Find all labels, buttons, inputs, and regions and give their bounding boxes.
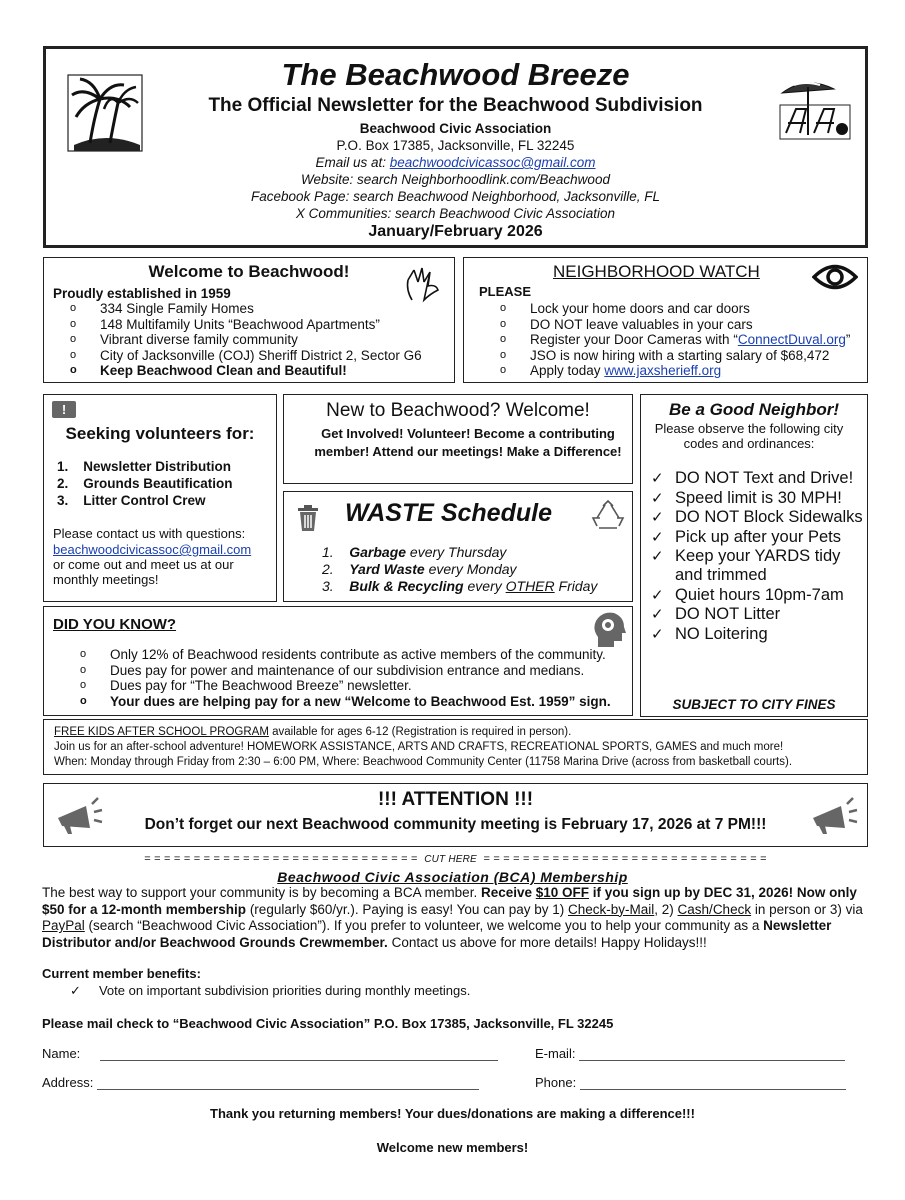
neighbor-intro: Please observe the following city codes and ordinances: <box>654 421 844 451</box>
list-item: o Dues pay for “The Beachwood Breeze” newsletter. <box>54 678 629 694</box>
website-line: Website: search Neighborhoodlink.com/Beachwood <box>301 172 610 187</box>
waving-hand-icon <box>402 264 442 304</box>
text: Receive <box>480 885 536 900</box>
address-label: Address: <box>42 1075 94 1090</box>
org-name: Beachwood Civic Association <box>359 121 552 136</box>
kids-line3: When: Monday through Friday from 2:30 – 6:00 PM, Where: Beachwood Community Center (11758 Marina Drive (across from basketball courts). <box>54 756 793 768</box>
list-item: ✓ DO NOT Text and Drive! <box>647 469 863 488</box>
neighbor-list <box>647 469 863 644</box>
phone-label: Phone: <box>535 1075 577 1090</box>
recycle-icon <box>591 500 625 532</box>
alert-icon: ! <box>52 401 76 418</box>
volunteer-label: Newsletter Distribution <box>83 459 232 474</box>
facebook-line: Facebook Page: search Beachwood Neighborhood, Jacksonville, FL <box>251 189 660 204</box>
welcome-list <box>44 301 449 379</box>
newto-body: Get Involved! Volunteer! Become a contributing member! Attend our meetings! Make a Difference! <box>314 426 622 459</box>
membership-title: Beachwood Civic Association (BCA) Membership <box>277 869 628 885</box>
text: if you sign up by DEC 31, 2026! Now only $50 for a 12-month membership <box>42 885 857 917</box>
watch-list <box>474 301 869 379</box>
waste-when-other: OTHER <box>505 578 555 594</box>
issue-date: January/February 2026 <box>368 223 543 240</box>
kids-heading-line <box>54 726 571 738</box>
paypal-link[interactable]: PayPal <box>42 918 85 933</box>
email-field[interactable] <box>535 1046 845 1061</box>
x-line: X Communities: search Beachwood Civic Association <box>295 206 616 221</box>
register-close: ” <box>845 332 851 347</box>
discount: $10 OFF <box>535 885 590 900</box>
list-item: o 334 Single Family Homes <box>44 301 449 317</box>
kids-program-box <box>43 719 868 775</box>
list-item: o JSO is now hiring with a starting salary of $68,472 <box>474 348 869 364</box>
cut-dashes: = = = = = = = = = = = = = = = = = = = = = = = = = = = = = <box>483 853 767 865</box>
list-item: o City of Jacksonville (COJ) Sheriff District 2, Sector G6 <box>44 348 449 364</box>
cut-dashes: = = = = = = = = = = = = = = = = = = = = = = = = = = = = <box>144 853 418 865</box>
waste-label: Bulk & Recycling <box>349 578 464 594</box>
list-item: ✓ Speed limit is 30 MPH! <box>647 489 863 508</box>
kids-heading-rest: available for ages 6-12 (Registration is required in person). <box>268 726 572 738</box>
city-fines: SUBJECT TO CITY FINES <box>672 697 836 712</box>
neighbor-title: Be a Good Neighbor! <box>669 400 839 419</box>
text: Newsletter Distributor and/or Beachwood Grounds Crewmember. <box>42 918 832 950</box>
neighborhood-watch-box <box>463 257 868 383</box>
volunteers-title: Seeking volunteers for: <box>65 424 255 443</box>
welcome-title: Welcome to Beachwood! <box>148 262 350 281</box>
waste-item: 2. Yard Waste every Monday <box>322 561 517 577</box>
text: The best way to support your community is by becoming a BCA member. <box>42 885 481 900</box>
volunteer-label: Litter Control Crew <box>83 493 206 508</box>
list-item: o Your dues are helping pay for a new “Welcome to Beachwood Est. 1959” sign. <box>54 694 629 710</box>
email-link[interactable]: beachwoodcivicassoc@gmail.com <box>389 155 596 170</box>
text: Check-by-Mail <box>568 901 655 917</box>
list-item <box>474 332 869 348</box>
watch-title: NEIGHBORHOOD WATCH <box>553 262 760 281</box>
text: (search “Beachwood Civic Association”). If you prefer to volunteer, we welcome you to help your community as a <box>84 918 764 933</box>
waste-label: Garbage <box>349 544 407 560</box>
list-item <box>474 363 869 379</box>
list-item: o Lock your home doors and car doors <box>474 301 869 317</box>
phone-field[interactable] <box>535 1075 846 1090</box>
did-you-know-box <box>43 606 633 716</box>
waste-schedule-box <box>283 491 633 602</box>
brain-gear-icon <box>592 611 626 649</box>
attention-box <box>43 783 868 847</box>
text: in person or 3) via <box>751 901 863 917</box>
waste-label: Yard Waste <box>349 561 425 577</box>
volunteer-label: Grounds Beautification <box>83 476 233 491</box>
list-item: ✓ DO NOT Block Sidewalks <box>647 508 863 527</box>
kids-line2: Join us for an after-school adventure! HOMEWORK ASSISTANCE, ARTS AND CRAFTS, RECREATIONAL SPORTS, GAMES and much more! <box>54 741 784 753</box>
benefit-item: ✓ Vote on important subdivision priorities during monthly meetings. <box>70 983 471 998</box>
attention-title: !!! ATTENTION !!! <box>377 789 534 810</box>
mail-instructions: Please mail check to “Beachwood Civic Association” P.O. Box 17385, Jacksonville, FL 32245 <box>42 1016 614 1031</box>
list-item: ✓ NO Loitering <box>647 625 863 644</box>
benefits-title: Current member benefits: <box>42 966 201 981</box>
list-item: o 148 Multifamily Units “Beachwood Apartments” <box>44 317 449 333</box>
beach-chairs-icon <box>776 75 854 145</box>
list-item: ✓ DO NOT Litter <box>647 605 863 624</box>
list-item: ✓ Pick up after your Pets <box>647 528 863 547</box>
header-box <box>43 46 868 248</box>
membership-paragraph <box>42 885 867 951</box>
waste-item: 3. Bulk & Recycling every OTHER Friday <box>322 578 598 594</box>
list-item: o Vibrant diverse family community <box>44 332 449 348</box>
list-item: o Keep Beachwood Clean and Beautiful! <box>44 363 449 379</box>
trash-can-icon <box>296 504 320 532</box>
eye-icon <box>812 262 858 292</box>
volunteer-item: 2. Grounds Beautification <box>57 476 233 491</box>
apply-text: Apply today <box>530 363 605 378</box>
text: Cash/Check <box>677 901 752 917</box>
volunteer-item: 1. Newsletter Distribution <box>57 459 232 474</box>
waste-when: every Thursday <box>406 544 507 560</box>
email-label: Email us at: <box>315 155 386 170</box>
volunteers-box <box>43 394 277 602</box>
name-field[interactable] <box>42 1046 498 1061</box>
welcome-box <box>43 257 455 383</box>
newto-title: New to Beachwood? Welcome! <box>326 400 590 421</box>
address-line[interactable] <box>97 1075 479 1090</box>
contact-text: Please contact us with questions: <box>53 526 246 541</box>
waste-when-day: Friday <box>554 578 598 594</box>
list-item: o Only 12% of Beachwood residents contribute as active members of the community. <box>54 647 629 663</box>
newsletter-subtitle: The Official Newsletter for the Beachwood Subdivision <box>208 95 703 116</box>
waste-title: WASTE Schedule <box>345 499 552 527</box>
list-item: o DO NOT leave valuables in your cars <box>474 317 869 333</box>
register-text: Register your Door Cameras with “ <box>530 332 738 347</box>
meet-text: or come out and meet us at our monthly meetings! <box>53 557 234 587</box>
email-label: E-mail: <box>535 1046 576 1061</box>
newsletter-title: The Beachwood Breeze <box>281 57 630 92</box>
name-line[interactable] <box>100 1046 498 1061</box>
list-item: ✓ Keep your YARDS tidy and trimmed <box>647 547 863 585</box>
attention-body: Don’t forget our next Beachwood community meeting is February 17, 2026 at 7 PM!!! <box>144 816 767 833</box>
waste-item: 1. Garbage every Thursday <box>322 544 507 560</box>
benefit-text: Vote on important subdivision priorities during monthly meetings. <box>98 983 471 998</box>
volunteer-item: 3. Litter Control Crew <box>57 493 206 508</box>
waste-when: every Monday <box>424 561 517 577</box>
org-address: P.O. Box 17385, Jacksonville, FL 32245 <box>336 138 575 153</box>
established-line: Proudly established in 1959 <box>53 286 231 301</box>
volunteer-email-link[interactable]: beachwoodcivicassoc@gmail.com <box>53 542 252 557</box>
megaphone-icon <box>809 796 859 836</box>
connectduval-link[interactable]: ConnectDuval.org <box>737 332 846 347</box>
didyouknow-list <box>54 647 629 709</box>
text: , 2) <box>654 901 678 917</box>
welcome-line: Welcome new members! <box>376 1140 529 1155</box>
text: (regularly $60/yr.). Paying is easy! You can pay by 1) <box>246 901 568 917</box>
list-item: ✓ Quiet hours 10pm-7am <box>647 586 863 605</box>
cut-line <box>43 853 868 865</box>
kids-heading: FREE KIDS AFTER SCHOOL PROGRAM <box>54 726 269 738</box>
list-item: o Dues pay for power and maintenance of our subdivision entrance and medians. <box>54 663 629 679</box>
name-label: Name: <box>42 1046 81 1061</box>
thanks-line: Thank you returning members! Your dues/donations are making a difference!!! <box>210 1106 695 1121</box>
email-line <box>46 155 865 170</box>
didyouknow-title: DID YOU KNOW? <box>53 616 177 633</box>
phone-line[interactable] <box>580 1075 846 1090</box>
email-line[interactable] <box>579 1046 845 1061</box>
jaxsheriff-link[interactable]: www.jaxsherieff.org <box>604 363 722 378</box>
text: Contact us above for more details! Happy Holidays!!! <box>387 934 707 950</box>
new-to-beachwood-box <box>283 394 633 484</box>
cut-label: CUT HERE <box>424 854 477 865</box>
please-label: PLEASE <box>479 284 532 299</box>
good-neighbor-box <box>640 394 868 717</box>
address-field[interactable] <box>42 1075 479 1090</box>
waste-when: every <box>463 578 506 594</box>
